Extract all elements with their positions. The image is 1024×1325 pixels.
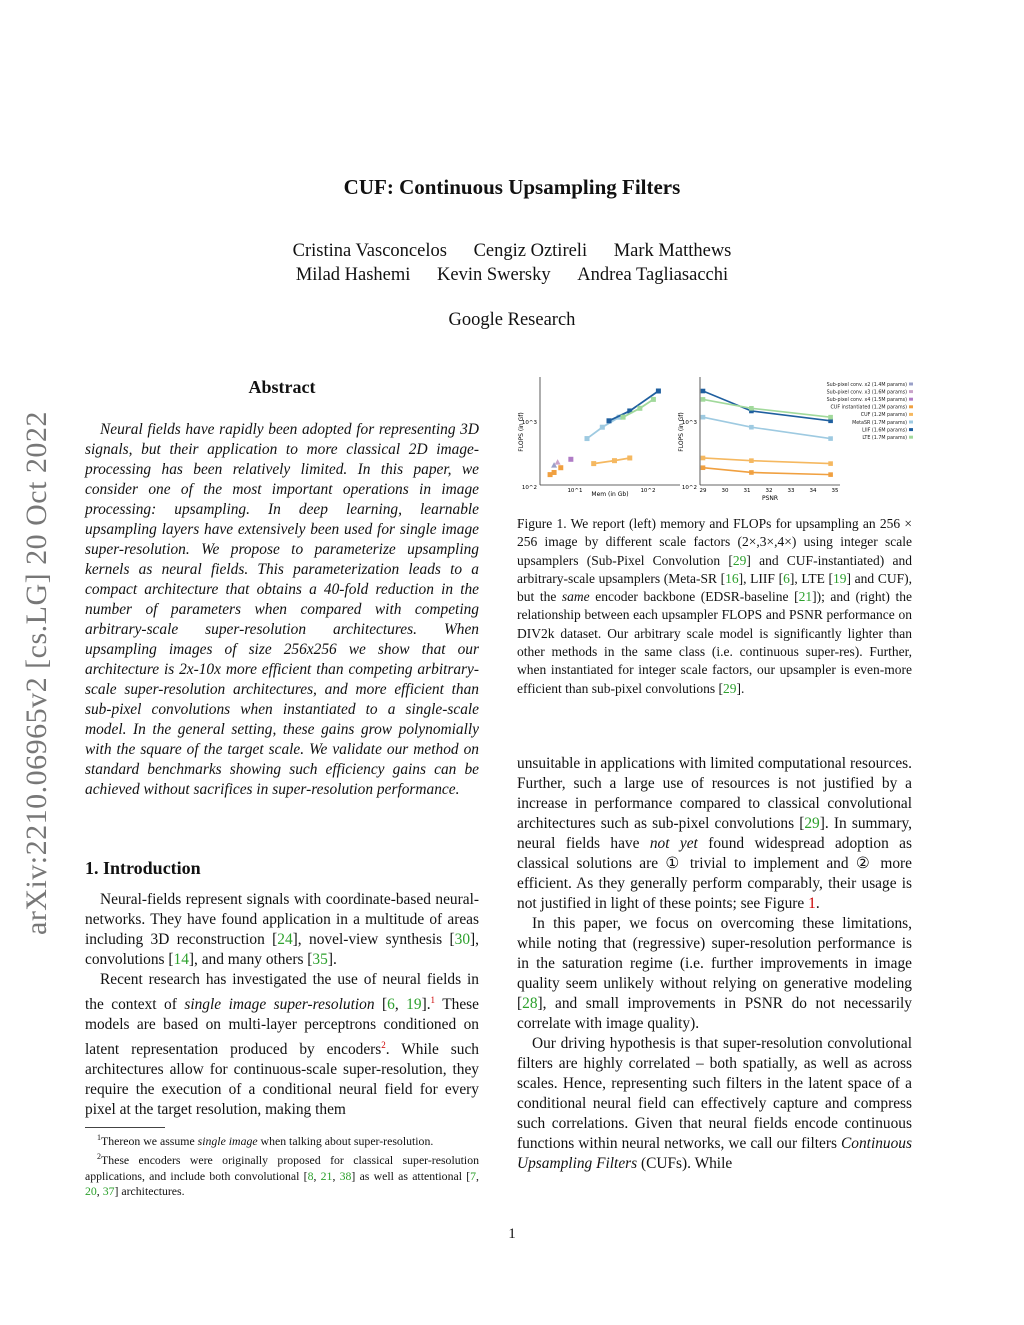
legend-swatch bbox=[909, 383, 913, 386]
citation-link[interactable]: 35 bbox=[312, 951, 328, 968]
figure-link[interactable]: 1 bbox=[808, 895, 816, 912]
citation-link[interactable]: 21 bbox=[798, 589, 813, 605]
citation-link[interactable]: 14 bbox=[173, 951, 189, 968]
arxiv-stamp: arXiv:2210.06965v2 [cs.LG] 20 Oct 2022 bbox=[20, 411, 53, 935]
left-data-point bbox=[585, 436, 590, 441]
right-data-point bbox=[701, 389, 706, 394]
abstract-heading: Abstract bbox=[248, 377, 316, 397]
paper-title: CUF: Continuous Upsampling Filters bbox=[343, 175, 681, 199]
left-data-point bbox=[621, 415, 626, 420]
left-x-label: Mem (in Gb) bbox=[591, 491, 629, 498]
introduction-text bbox=[85, 890, 479, 1120]
legend-swatch bbox=[909, 405, 913, 408]
left-plot bbox=[518, 377, 680, 498]
citation-link[interactable]: 29 bbox=[732, 552, 747, 568]
left-x-tick: 10^2 bbox=[640, 488, 656, 494]
left-y-tick: 10^3 bbox=[521, 420, 537, 426]
author-name: Cengiz Oztireli bbox=[473, 241, 588, 261]
left-plot-marks bbox=[548, 389, 661, 478]
left-x-tick: 10^1 bbox=[567, 488, 583, 494]
left-data-point bbox=[600, 425, 605, 430]
figure-1 bbox=[515, 372, 915, 502]
right-paragraph-2: In this paper, we focus on overcoming these limitations, while noting that (regressive) super-resolution performance is in the saturation regime (i.e. further improvements in image quality seem unlikely without relying on generative modeling [28], and small improvements in PSNR do not necessarily correlate with image quality). bbox=[517, 915, 912, 1032]
right-data-point bbox=[828, 472, 833, 477]
figure-caption: Figure 1. We report (left) memory and FLOPs for upsampling an 256 × 256 image by different scale factors (2×,3×,4×) using integer scale upsamplers (Sub-Pixel Convolution [29] and CUF-instantiated) and arbitrary-scale upsamplers (Meta-SR [16], LIIF [6], LTE [19] and CUF), but the same encoder backbone (EDSR-baseline [21]); and (right) the relationship between each upsampler FLOPS and PSNR performance on DIV2k dataset. Our arbitrary scale model is significantly lighter than other methods in the same class (i.e. continuous super-res). Further, when instantiated for integer scale factors, our upsampler is even-more efficient than sub-pixel convolutions [29]. bbox=[517, 516, 912, 696]
intro-paragraph-1: Neural-fields represent signals with coordinate-based neural-networks. They have found application in a multitude of areas including 3D reconstruction [24], novel-view synthesis [30], convolutions [14], and many others [35]. bbox=[85, 891, 479, 968]
legend-label: MetaSR (1.7M params) bbox=[852, 420, 907, 426]
legend-swatch bbox=[909, 413, 913, 416]
left-data-point bbox=[651, 397, 656, 402]
intro-paragraph-2: Recent research has investigated the use of neural fields in the context of single image super-resolution [6, 19].$^1$ These models are based on multi-layer perceptrons conditioned on latent representation produced by encoders$^2$. While such architectures allow for continuous-scale super-resolution, they require the execution of a conditional neural field for every pixel at the target resolution, making them bbox=[85, 971, 479, 1119]
citation-link[interactable]: 7 bbox=[470, 1168, 477, 1183]
right-data-point bbox=[749, 458, 754, 463]
affiliation: Google Research bbox=[448, 310, 576, 330]
author-name: Andrea Tagliasacchi bbox=[577, 265, 729, 285]
right-data-point bbox=[828, 415, 833, 420]
right-data-point bbox=[749, 470, 754, 475]
figure-1-svg bbox=[515, 372, 915, 502]
citation-link[interactable]: 20 bbox=[85, 1184, 97, 1199]
left-data-point bbox=[627, 455, 632, 460]
citation-link[interactable]: 6 bbox=[783, 570, 790, 586]
right-x-tick: 32 bbox=[765, 488, 773, 494]
legend-label: Sub-pixel conv. x3 (1.6M params) bbox=[826, 390, 907, 396]
right-series-line bbox=[703, 399, 831, 417]
citation-link[interactable]: 29 bbox=[804, 815, 820, 832]
right-data-point bbox=[749, 425, 754, 430]
citation-link[interactable]: 8 bbox=[307, 1168, 314, 1183]
left-data-point bbox=[591, 461, 596, 466]
footnote-marker[interactable]: 1 bbox=[430, 995, 436, 1005]
authors-row-2 bbox=[0, 265, 1024, 286]
left-data-point bbox=[568, 457, 573, 462]
citation-link[interactable]: 38 bbox=[339, 1168, 352, 1183]
legend-label: LTE (1.7M params) bbox=[862, 436, 907, 441]
right-data-point bbox=[701, 456, 706, 461]
citation-link[interactable]: 37 bbox=[102, 1184, 115, 1199]
legend-swatch bbox=[909, 421, 913, 424]
right-data-point bbox=[701, 465, 706, 470]
citation-link[interactable]: 24 bbox=[277, 931, 293, 948]
left-data-point bbox=[558, 465, 563, 470]
author-name: Milad Hashemi bbox=[295, 265, 411, 285]
citation-link[interactable]: 30 bbox=[454, 931, 471, 948]
right-data-point bbox=[828, 461, 833, 466]
legend-label: CUF instantiated (1.2M params) bbox=[830, 405, 907, 411]
citation-link[interactable]: 19 bbox=[833, 570, 847, 586]
legend-label: Sub-pixel conv. x4 (1.5M params) bbox=[826, 398, 907, 403]
right-column-text bbox=[517, 754, 912, 1174]
footnote-1: $^1$Thereon we assume single image when talking about super-resolution. bbox=[97, 1133, 434, 1148]
right-y-tick: 10^3 bbox=[681, 420, 697, 426]
right-series-line bbox=[703, 417, 831, 438]
citation-link[interactable]: 21 bbox=[320, 1168, 333, 1183]
abstract-paragraph: Neural fields have rapidly been adopted for representing 3D signals, but their application to more classical 2D image-processing has been relatively limited. In this paper, we consider one of the most important operations in image processing: upsampling. In deep learning, learnable upsampling layers have extensively been used for single image super-resolution. We propose to parameterize upsampling kernels as neural fields. This parameterization leads to a compact architecture that obtains a 40-fold reduction in the number of parameters when compared with competing arbitrary-scale super-resolution architectures. When upsampling images of size 256x256 we show that our architecture is 2x-10x more efficient than competing arbitrary-scale super-resolution architectures, and more efficient than sub-pixel convolutions when instantiated to a single-scale model. In the general setting, these gains grow polynomially with the square of the target scale. We validate our method on standard benchmarks showing such efficiency gains can be achieved without sacrifices in super-resolution performance. bbox=[85, 421, 479, 798]
right-paragraph-1: unsuitable in applications with limited computational resources. Further, such a large use of resources is not justified by a increase in performance compared to classical convolutional architectures such as sub-pixel convolutions [29]. In summary, neural fields have not yet found widespread adoption as classical solutions are ① trivial to implement and ② more efficient. As they generally perform comparably, their usage is not justified in light of these points; see Figure 1. bbox=[517, 755, 913, 912]
citation-link[interactable]: 6 bbox=[387, 996, 395, 1014]
left-data-point bbox=[656, 389, 661, 394]
right-data-point bbox=[749, 406, 754, 411]
left-series-line bbox=[594, 458, 630, 464]
legend-swatch bbox=[909, 428, 913, 431]
left-data-point bbox=[612, 458, 617, 463]
legend-swatch bbox=[909, 390, 913, 393]
footnote-2: $^2$These encoders were originally proposed for classical super-resolution applications, and include both convolutional [8, 21, 38] as well as attentional [7, 20, 37] architectures. bbox=[85, 1152, 479, 1199]
legend-swatch bbox=[909, 436, 913, 439]
right-data-point bbox=[828, 436, 833, 441]
author-name: Mark Matthews bbox=[613, 241, 732, 261]
right-paragraph-3: Our driving hypothesis is that super-resolution convolutional filters are highly correlated – both spatially, as well as across scales. Hence, representing such filters in the latent space of a conditional neural field can effectively capture and compress such correlations. Given that neural fields encode continuous functions within neural networks, we call our filters Continuous Upsampling Filters (CUFs). While bbox=[517, 1035, 912, 1172]
author-name: Kevin Swersky bbox=[437, 265, 551, 285]
author-name: Cristina Vasconcelos bbox=[292, 241, 447, 261]
left-y-tick: 10^2 bbox=[521, 485, 537, 491]
right-x-tick: 29 bbox=[699, 488, 707, 494]
abstract-text bbox=[85, 420, 479, 800]
right-x-tick: 33 bbox=[787, 488, 795, 494]
left-data-point bbox=[552, 470, 557, 475]
page-number: 1 bbox=[508, 1226, 516, 1242]
right-x-ticks bbox=[700, 488, 839, 494]
right-x-tick: 30 bbox=[721, 488, 729, 494]
right-y-label: FLOPS (in Gf) bbox=[678, 412, 685, 452]
right-x-label: PSNR bbox=[761, 495, 779, 502]
right-y-tick: 10^2 bbox=[681, 485, 697, 491]
left-data-point bbox=[555, 459, 561, 465]
footnotes bbox=[85, 1130, 479, 1200]
right-series-line bbox=[703, 468, 831, 475]
citation-link[interactable]: 29 bbox=[722, 680, 737, 696]
footnote-divider bbox=[85, 1127, 165, 1128]
legend-label: Sub-pixel conv. x2 (1.4M params) bbox=[826, 382, 907, 388]
right-data-point bbox=[701, 415, 706, 420]
citation-link[interactable]: 19 bbox=[406, 996, 422, 1014]
right-series-line bbox=[703, 458, 831, 464]
right-x-tick: 35 bbox=[831, 488, 839, 494]
footnote-marker[interactable]: 2 bbox=[381, 1040, 386, 1051]
section-heading-introduction: 1. Introduction bbox=[85, 858, 201, 878]
legend-swatch bbox=[909, 398, 913, 401]
right-series-line bbox=[703, 391, 831, 421]
authors-row-1 bbox=[0, 241, 1024, 262]
citation-link[interactable]: 16 bbox=[725, 570, 739, 586]
right-plot-marks bbox=[701, 389, 833, 477]
right-data-point bbox=[701, 397, 706, 402]
right-x-tick: 31 bbox=[743, 488, 751, 494]
legend-label: LIIF (1.6M params) bbox=[862, 428, 907, 434]
left-y-label: FLOPS (in Gf) bbox=[518, 412, 525, 452]
left-data-point bbox=[637, 406, 642, 411]
right-x-tick: 34 bbox=[809, 488, 817, 494]
citation-link[interactable]: 28 bbox=[522, 995, 538, 1012]
left-data-point bbox=[607, 418, 612, 423]
right-plot bbox=[678, 377, 913, 502]
chart-legend bbox=[827, 382, 913, 441]
left-series-line bbox=[609, 391, 658, 421]
legend-label: CUF (1.2M params) bbox=[860, 413, 907, 419]
